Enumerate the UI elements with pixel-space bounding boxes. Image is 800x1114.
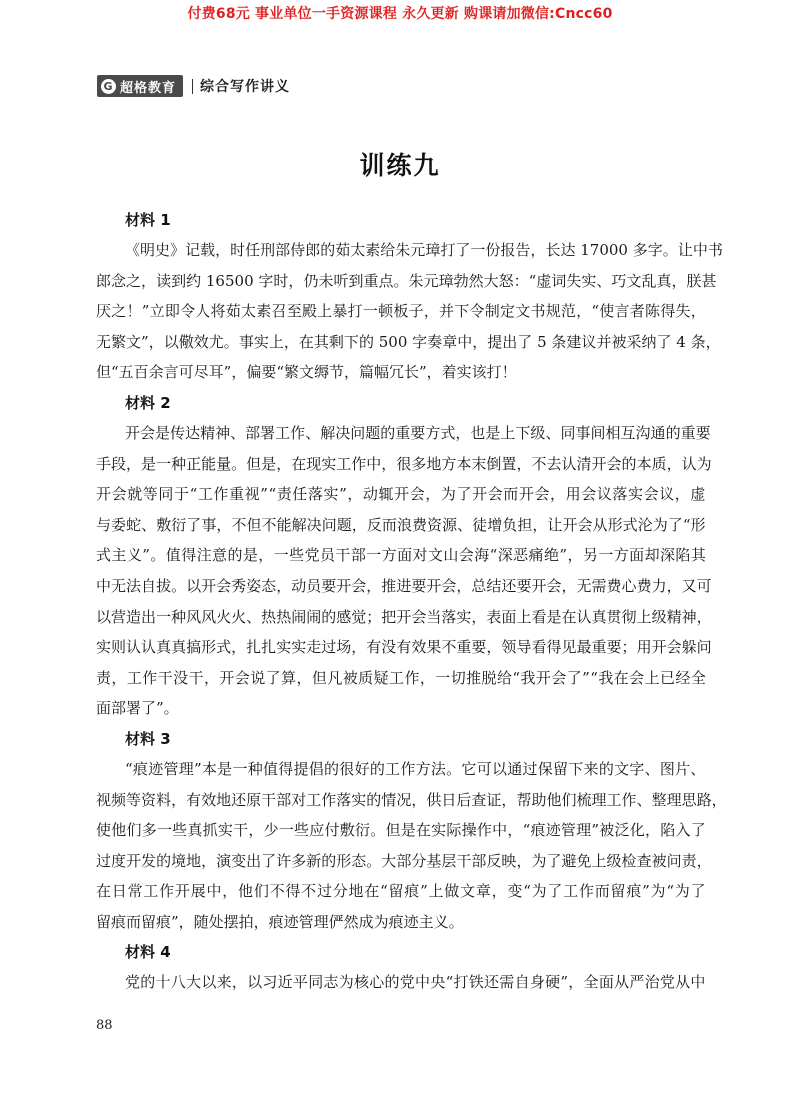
paragraph-line: 责 ， 工 作 干 没 干 ， 开 会 说 了 算 ， 但 凡 被 质 疑 工 作 ， 一 切 推 脱 给 “ 我 开 会 了 ” “ 我 在 会 上 已 经 全 bbox=[96, 668, 706, 687]
paragraph-line: 《 明 史 》 记 载 ， 时 任 刑 部 侍 郎 的 茹 太 素 给 朱 元 璋 打 了 一 份 报 告 ， 长 达 17000 多 字 。 让 中 书 bbox=[125, 241, 723, 259]
paragraph-line: 过 度 开 发 的 境 地 ， 演 变 出 了 许 多 新 的 形 态 。 大 部 分 基 层 干 部 反 映 ， 为 了 避 免 上 级 检 查 被 问 责 ， bbox=[96, 851, 712, 870]
paragraph-line: 在 日 常 工 作 开 展 中 ， 他 们 不 得 不 过 分 地 在 “ 留 痕 ” 上 做 文 章 ， 变 “ 为 了 工 作 而 留 痕 ” 为 “ 为 了 bbox=[96, 882, 706, 901]
paragraph-line: 与 委 蛇 、 敷 衍 了 事 ， 不 但 不 能 解 决 问 题 ， 反 而 浪 费 资 源 、 徒 增 负 担 ， 让 开 会 从 形 式 沦 为 了 “ 形 bbox=[96, 515, 706, 534]
document-body bbox=[96, 205, 727, 998]
paragraph-line: 视 频 等 资 料 ， 有 效 地 还 原 干 部 对 工 作 落 实 的 情 况 ， 供 日 后 查 证 ， 帮 助 他 们 梳 理 工 作 、 整 理 思 路 ， bbox=[96, 790, 727, 809]
paragraph-line: 实 则 认 认 真 真 搞 形 式 ， 扎 扎 实 实 走 过 场 ， 有 没 有 效 果 不 重 要 ， 领 导 看 得 见 最 重 要 ； 用 开 会 躲 问 bbox=[96, 638, 712, 657]
material-heading: 材料 3 bbox=[125, 729, 171, 748]
paragraph-line: 使 他 们 多 一 些 真 抓 实 干 ， 少 一 些 应 付 敷 衍 。 但 是 在 实 际 操 作 中 ， “ 痕 迹 管 理 ” 被 泛 化 ， 陷 入 了 bbox=[96, 821, 706, 840]
paragraph-line: 开 会 是 传 达 精 神 、 部 署 工 作 、 解 决 问 题 的 重 要 方 式 ， 也 是 上 下 级 、 同 事 间 相 互 沟 通 的 重 要 bbox=[125, 423, 711, 442]
paragraph-line: “ 痕 迹 管 理 ” 本 是 一 种 值 得 提 倡 的 很 好 的 工 作 方 法 。 它 可 以 通 过 保 留 下 来 的 文 字 、 图 片 、 bbox=[125, 759, 706, 778]
paragraph-line: 以 营 造 出 一 种 风 风 火 火 、 热 热 闹 闹 的 感 觉 ； 把 开 会 当 落 实 ， 表 面 上 看 是 在 认 真 贯 彻 上 级 精 神 ， bbox=[96, 607, 712, 626]
page-header bbox=[97, 74, 290, 98]
paragraph-line: 但“五百余言可尽耳”，偏要“繁文缛节，篇幅冗长”，着实该打！ bbox=[96, 363, 517, 382]
brand-logo bbox=[97, 75, 183, 97]
header-divider bbox=[192, 79, 193, 94]
brand-logo-text: 超格教育 bbox=[120, 80, 177, 96]
paragraph-line: 式 主 义 ” 。 值 得 注 意 的 是 ， 一 些 党 员 干 部 一 方 面 对 文 山 会 海 “ 深 恶 痛 绝 ” ， 另 一 方 面 却 深 陷 其 bbox=[96, 546, 706, 565]
material-heading: 材料 2 bbox=[125, 393, 171, 412]
material-heading: 材料 4 bbox=[125, 943, 171, 962]
page-title: 训练九 bbox=[359, 151, 441, 180]
paragraph-line: 党 的 十 八 大 以 来 ， 以 习 近 平 同 志 为 核 心 的 党 中 央 “ 打 铁 还 需 自 身 硬 ” ， 全 面 从 严 治 党 从 中 bbox=[125, 973, 706, 992]
section-title: 综合写作讲义 bbox=[200, 79, 291, 95]
material-section bbox=[96, 724, 727, 938]
paragraph-line: 开 会 就 等 同 于 “ 工 作 重 视 ” “ 责 任 落 实 ” ， 动 辄 开 会 ， 为 了 开 会 而 开 会 ， 用 会 议 落 实 会 议 ， 虚 bbox=[96, 485, 706, 504]
paragraph-line: 留痕而留痕”，随处摆拍，痕迹管理俨然成为痕迹主义。 bbox=[96, 912, 464, 931]
watermark-banner: 付费68元 事业单位一手资源课程 永久更新 购课请加微信:Cncc60 bbox=[187, 6, 613, 22]
material-section bbox=[96, 937, 706, 998]
paragraph-line: 面部署了”。 bbox=[96, 699, 179, 718]
material-heading: 材料 1 bbox=[125, 211, 171, 229]
paragraph-line: 手 段 ， 是 一 种 正 能 量 。 但 是 ， 在 现 实 工 作 中 ， 很 多 地 方 本 末 倒 置 ， 不 去 认 清 开 会 的 本 质 ， 认 为 bbox=[96, 454, 712, 473]
paragraph-line: 无 繁 文 ” ， 以 儆 效 尤 。 事 实 上 ， 在 其 剩 下 的 500 字 奏 章 中 ， 提 出 了 5 条 建 议 并 被 采 纳 了 4 条 ， bbox=[96, 332, 721, 351]
material-section bbox=[96, 205, 723, 388]
material-section bbox=[96, 388, 712, 724]
paragraph-line: 中 无 法 自 拔 。 以 开 会 秀 姿 态 ， 动 员 要 开 会 ， 推 进 要 开 会 ， 总 结 还 要 开 会 ， 无 需 费 心 费 力 ， 又 可 bbox=[96, 576, 712, 595]
paragraph-line: 厌 之 ！ ” 立 即 令 人 将 茹 太 素 召 至 殿 上 暴 打 一 顿 板 子 ， 并 下 令 制 定 文 书 规 范 ， “ 使 言 者 陈 得 失 ， bbox=[96, 302, 706, 321]
brand-logo-icon: G bbox=[101, 79, 116, 94]
paragraph-line: 郎 念 之 ， 读 到 约 16500 字 时 ， 仍 未 听 到 重 点 。 朱 元 璋 勃 然 大 怒 ： “ 虚 词 失 实 、 巧 文 乱 真 ， 朕 甚 bbox=[96, 271, 717, 290]
page-number: 88 bbox=[96, 1018, 113, 1033]
